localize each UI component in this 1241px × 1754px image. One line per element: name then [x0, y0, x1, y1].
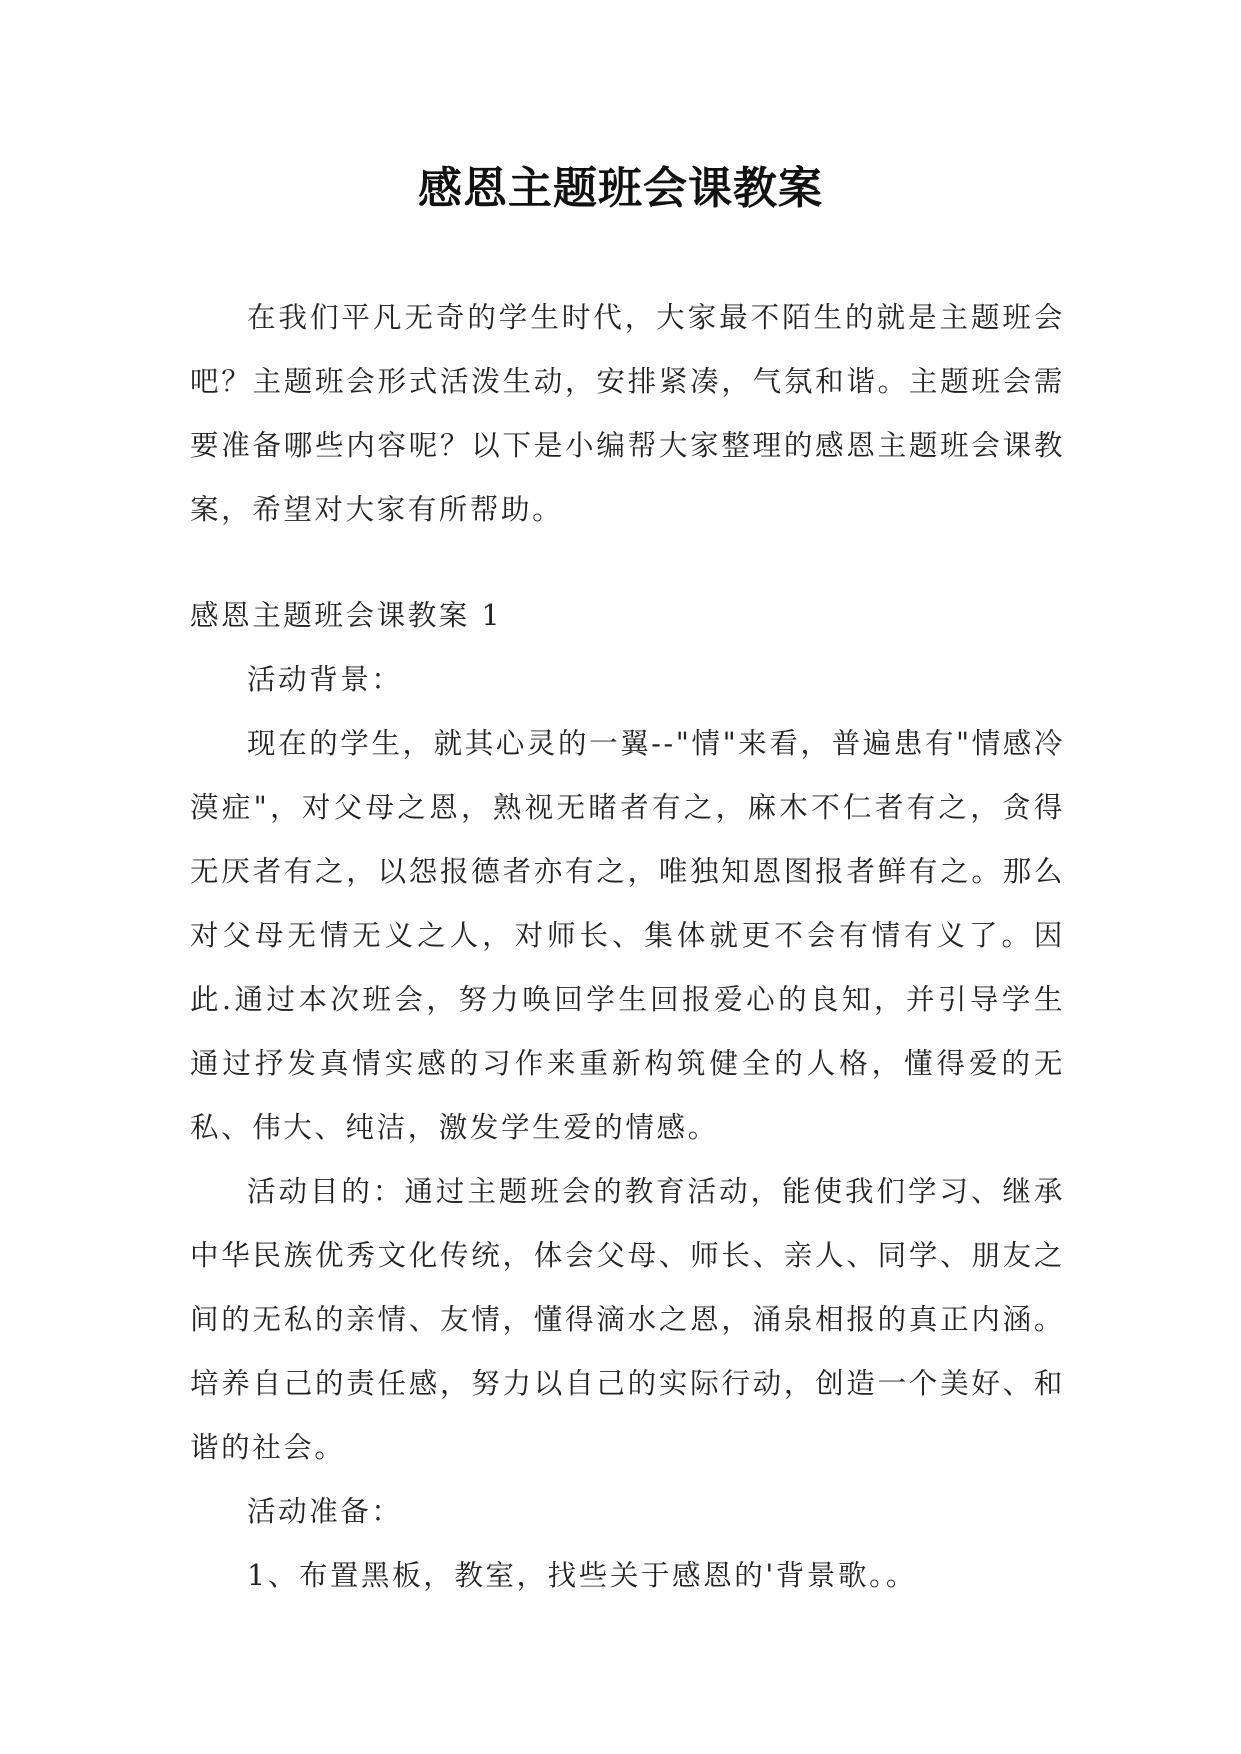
paragraph-spacer [190, 542, 1065, 584]
intro-paragraph: 在我们平凡无奇的学生时代，大家最不陌生的就是主题班会吧？主题班会形式活泼生动，安排紧凑，气氛和谐。主题班会需要准备哪些内容呢？以下是小编帮大家整理的感恩主题班会课教案，希望对大家有所帮助。 [190, 301, 1065, 526]
goal-paragraph: 活动目的：通过主题班会的教育活动，能使我们学习、继承中华民族优秀文化传统，体会父母、师长、亲人、同学、朋友之间的无私的亲情、友情，懂得滴水之恩，涌泉相报的真正内涵。培养自己的责任感，努力以自己的实际行动，创造一个美好、和谐的社会。 [190, 1175, 1065, 1464]
background-paragraph: 现在的学生，就其心灵的一翼--"情"来看，普遍患有"情感冷漠症"，对父母之恩，熟视无睹者有之，麻木不仁者有之，贪得无厌者有之，以怨报德者亦有之，唯独知恩图报者鲜有之。那么对父母无情无义之人，对师长、集体就更不会有情有义了。因此.通过本次班会，努力唤回学生回报爱心的良知，并引导学生通过抒发真情实感的习作来重新构筑健全的人格，懂得爱的无私、伟大、纯洁，激发学生爱的情感。 [190, 727, 1065, 1144]
document-title: 感恩主题班会课教案 [418, 163, 823, 214]
preparation-label: 活动准备： [247, 1495, 403, 1528]
preparation-item: 1、布置黑板，教室，找些关于感恩的'背景歌。。 [247, 1559, 918, 1592]
background-label: 活动背景： [247, 663, 403, 696]
section-heading: 感恩主题班会课教案 1 [190, 599, 503, 632]
document-body [190, 286, 1065, 1608]
